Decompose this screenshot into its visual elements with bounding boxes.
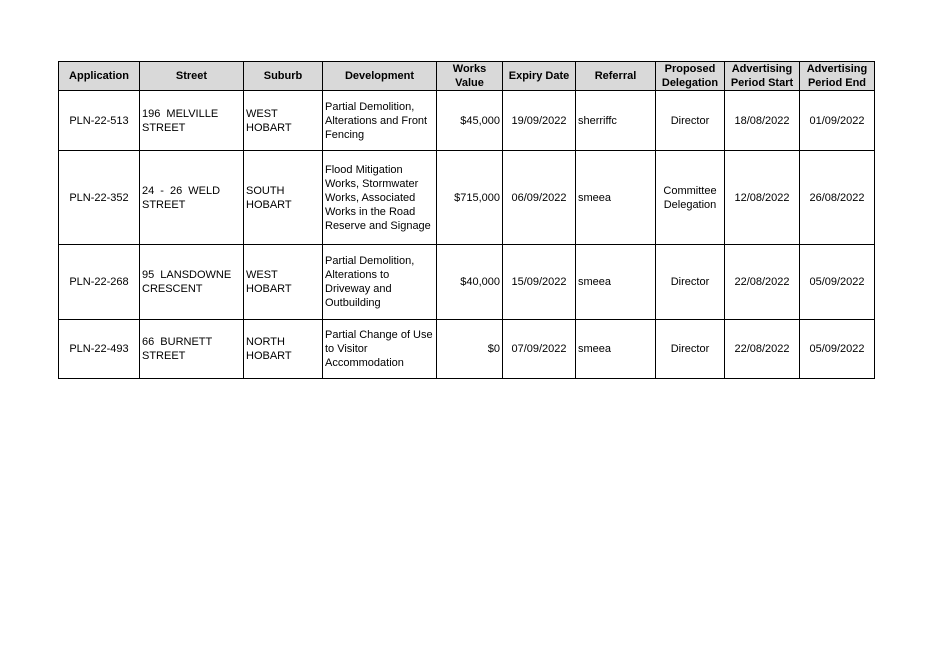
header-advertising-period-end: Advertising Period End bbox=[800, 62, 875, 91]
ad-end-cell: 26/08/2022 bbox=[800, 151, 875, 245]
street-cell: 196 MELVILLE STREET bbox=[140, 91, 244, 151]
header-advertising-period-start: Advertising Period Start bbox=[725, 62, 800, 91]
development-cell: Partial Demolition, Alterations to Driveway and Outbuilding bbox=[323, 245, 437, 320]
table-row bbox=[59, 320, 875, 379]
header-works-value: Works Value bbox=[437, 62, 503, 91]
header-development: Development bbox=[323, 62, 437, 91]
expiry-date-cell: 19/09/2022 bbox=[503, 91, 576, 151]
header-referral: Referral bbox=[576, 62, 656, 91]
development-cell: Partial Change of Use to Visitor Accommodation bbox=[323, 320, 437, 379]
ad-end-cell: 05/09/2022 bbox=[800, 245, 875, 320]
works-value-cell: $40,000 bbox=[437, 245, 503, 320]
development-cell: Partial Demolition, Alterations and Front Fencing bbox=[323, 91, 437, 151]
table-row bbox=[59, 151, 875, 245]
table-row bbox=[59, 245, 875, 320]
delegation-cell: Director bbox=[656, 320, 725, 379]
suburb-cell: WEST HOBART bbox=[244, 91, 323, 151]
header-suburb: Suburb bbox=[244, 62, 323, 91]
street-cell: 24 - 26 WELD STREET bbox=[140, 151, 244, 245]
header-row bbox=[59, 62, 875, 91]
referral-cell: sherriffc bbox=[576, 91, 656, 151]
suburb-cell: SOUTH HOBART bbox=[244, 151, 323, 245]
table-row bbox=[59, 91, 875, 151]
delegation-cell: Director bbox=[656, 245, 725, 320]
referral-cell: smeea bbox=[576, 245, 656, 320]
delegation-cell: Committee Delegation bbox=[656, 151, 725, 245]
application-cell: PLN-22-268 bbox=[59, 245, 140, 320]
street-cell: 95 LANSDOWNE CRESCENT bbox=[140, 245, 244, 320]
expiry-date-cell: 15/09/2022 bbox=[503, 245, 576, 320]
ad-start-cell: 18/08/2022 bbox=[725, 91, 800, 151]
works-value-cell: $45,000 bbox=[437, 91, 503, 151]
referral-cell: smeea bbox=[576, 151, 656, 245]
suburb-cell: NORTH HOBART bbox=[244, 320, 323, 379]
delegation-cell: Director bbox=[656, 91, 725, 151]
street-cell: 66 BURNETT STREET bbox=[140, 320, 244, 379]
referral-cell: smeea bbox=[576, 320, 656, 379]
application-cell: PLN-22-352 bbox=[59, 151, 140, 245]
suburb-cell: WEST HOBART bbox=[244, 245, 323, 320]
header-application: Application bbox=[59, 62, 140, 91]
ad-start-cell: 22/08/2022 bbox=[725, 245, 800, 320]
expiry-date-cell: 06/09/2022 bbox=[503, 151, 576, 245]
works-value-cell: $0 bbox=[437, 320, 503, 379]
ad-start-cell: 12/08/2022 bbox=[725, 151, 800, 245]
applications-table bbox=[58, 61, 875, 379]
header-street: Street bbox=[140, 62, 244, 91]
header-expiry-date: Expiry Date bbox=[503, 62, 576, 91]
header-proposed-delegation: Proposed Delegation bbox=[656, 62, 725, 91]
development-cell: Flood Mitigation Works, Stormwater Works, Associated Works in the Road Reserve and Signage bbox=[323, 151, 437, 245]
works-value-cell: $715,000 bbox=[437, 151, 503, 245]
ad-end-cell: 05/09/2022 bbox=[800, 320, 875, 379]
ad-end-cell: 01/09/2022 bbox=[800, 91, 875, 151]
application-cell: PLN-22-513 bbox=[59, 91, 140, 151]
ad-start-cell: 22/08/2022 bbox=[725, 320, 800, 379]
expiry-date-cell: 07/09/2022 bbox=[503, 320, 576, 379]
application-cell: PLN-22-493 bbox=[59, 320, 140, 379]
